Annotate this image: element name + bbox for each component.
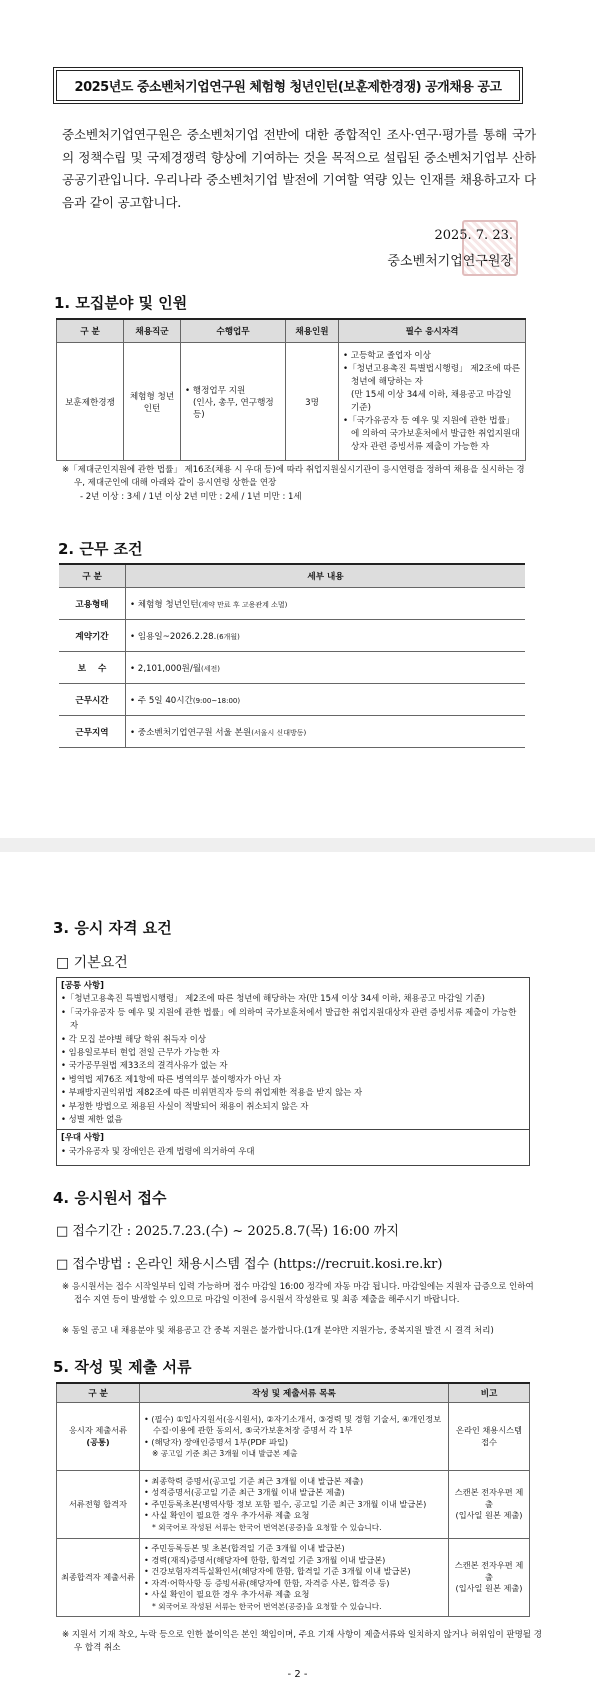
- row-value-text: • 중소벤처기업연구원 서울 본원: [130, 727, 252, 738]
- application-period: □ 접수기간 : 2025.7.23.(수) ~ 2025.8.7(목) 16:00 까지: [56, 1224, 399, 1239]
- page-1: [0, 0, 595, 838]
- page-number: - 2 -: [287, 1669, 308, 1680]
- section-4-heading: 4. 응시원서 접수: [53, 1189, 167, 1207]
- veteran-age-note: - 2년 이상 : 3세 / 1년 이상 2년 미만 : 2세 / 1년 미만 : 1세: [80, 492, 302, 502]
- row-label: 근무지역: [59, 716, 126, 748]
- pref-item: • 국가유공자 및 장애인은 관계 법령에 의거하여 우대: [61, 1145, 255, 1156]
- common-item: • 부패방지권익위법 제82조에 따른 비위면직자 등의 취업제한 적용을 받지 않는 자: [61, 1087, 363, 1098]
- section-5-heading: 5. 작성 및 제출 서류: [53, 1358, 192, 1376]
- docs-note: [449, 1471, 530, 1539]
- docs-item: • 경력(재직)증명서(해당자에 한함, 합격일 기준 3개월 이내 발급본): [144, 1554, 386, 1565]
- th-work-detail: 세부 내용: [126, 564, 526, 588]
- application-note-1: ※ 응시원서는 접수 시작일부터 입력 가능하며 접수 마감일 16:00 정각에 자동 마감 됩니다. 마감일에는 지원자 급증으로 인하여 접수 지연 등이 발생할 수 있으므로 마감일 이전에 응시원서 작성완료 및 최종 제출을 해주시기 바랍니다.: [62, 1282, 534, 1305]
- row-value-text: • 2,101,000원/월: [130, 663, 202, 674]
- duty-text: • 행정업무 지원: [185, 385, 246, 396]
- application-method: □ 접수방법 : 온라인 채용시스템 접수 (https://recruit.kosi.re.kr): [56, 1257, 443, 1272]
- docs-item-note: * 외국어로 작성된 서류는 한국어 번역본(공증)을 요청할 수 있습니다.: [152, 1601, 382, 1611]
- veteran-note: ※「제대군인지원에 관한 법률」 제16조(채용 시 우대 등)에 따라 취업지원실시기관이 응시연령을 정하여 채용을 실시하는 경우, 제대군인에 대해 아래와 같이 응시연령 상한을 연장: [62, 465, 525, 488]
- pref-title: [우대 사항]: [61, 1132, 104, 1143]
- docs-note-sub: (입사일 원본 제출): [455, 1583, 523, 1594]
- row-value-small: (계약 만료 후 고용관계 소멸): [198, 600, 288, 609]
- docs-category: 서류전형 합격자: [57, 1471, 140, 1539]
- docs-item: • 건강보험자격득실확인서(해당자에 한함, 합격일 기준 3개월 이내 발급본): [144, 1566, 411, 1576]
- cell-duty: [181, 343, 286, 461]
- req-item-sub: (만 15세 이상 34세 이하, 채용공고 마감일 기준): [351, 389, 512, 413]
- row-label: 고용형태: [59, 588, 126, 620]
- docs-item: • 주민등록초본(병역사항 정보 포함 필수, 공고일 기준 최근 3개월 이내 발급본): [144, 1498, 427, 1509]
- recruit-table: [56, 318, 526, 461]
- docs-item: • (해당자) 장애인증명서 1부(PDF 파일): [144, 1436, 289, 1447]
- cell-requirements: [339, 343, 526, 461]
- th-docs-list: 작성 및 제출서류 목록: [140, 1383, 449, 1403]
- docs-list: [140, 1471, 449, 1539]
- docs-item: • 성적증명서(공고일 기준 최근 3개월 이내 발급본 제출): [144, 1487, 345, 1498]
- divider: [57, 1129, 529, 1130]
- docs-note: [449, 1539, 530, 1617]
- docs-list: [140, 1403, 449, 1471]
- th-docs-note: 비고: [449, 1383, 530, 1403]
- work-conditions-table: [59, 563, 525, 748]
- common-item: • 국가공무원법 제33조의 결격사유가 없는 자: [61, 1060, 228, 1071]
- docs-item: • 사실 확인이 필요한 경우 추가서류 제출 요청: [144, 1589, 310, 1599]
- docs-note-sub: (입사일 원본 제출): [455, 1510, 523, 1521]
- docs-item: • (필수) ①입사지원서(응시원서), ②자기소개서, ③경력 및 경험 기술서, ④개인정보 수집·이용에 관한 동의서, ⑤국가보훈처장 증명서 각 1부: [144, 1413, 442, 1435]
- docs-category-sub: (공통): [86, 1436, 110, 1447]
- row-value: [126, 652, 526, 684]
- docs-item: • 최종학력 증명서(공고일 기준 최근 3개월 이내 발급본 제출): [144, 1475, 364, 1486]
- cell-count: 3명: [286, 343, 339, 461]
- req-item: • 고등학교 졸업자 이상: [343, 350, 431, 361]
- docs-category: [57, 1403, 140, 1471]
- row-value: [126, 684, 526, 716]
- basic-requirements-heading: □ 기본요건: [56, 955, 128, 971]
- qualification-box: [56, 977, 530, 1166]
- application-note-2: ※ 동일 공고 내 채용분야 및 채용공고 간 중복 지원은 불가합니다.(1개 분야만 지원가능, 중복지원 발견 시 결격 처리): [62, 1326, 494, 1336]
- row-value-text: • 주 5일 40시간: [130, 695, 193, 706]
- docs-item: • 주민등록등본 및 초본(합격일 기준 3개월 이내 발급본): [144, 1543, 345, 1553]
- row-value-text: • 체험형 청년인턴: [130, 599, 199, 610]
- section-2-heading: 2. 근무 조건: [58, 540, 143, 558]
- row-value-text: • 임용일~2026.2.28.: [130, 631, 217, 642]
- docs-note: 온라인 채용시스템 접수: [449, 1403, 530, 1471]
- th-requirements: 필수 응시자격: [339, 319, 526, 343]
- docs-item: • 사실 확인이 필요한 경우 추가서류 제출 요청: [144, 1510, 310, 1521]
- notice-title: 2025년도 중소벤처기업연구원 체험형 청년인턴(보훈제한경쟁) 공개채용 공고: [56, 70, 520, 101]
- row-value: [126, 716, 526, 748]
- docs-category: 최종합격자 제출서류: [57, 1539, 140, 1617]
- row-value-small: (서울시 신대방동): [251, 728, 307, 737]
- req-item: •「청년고용촉진 특별법시행령」 제2조에 따른 청년에 해당하는 자: [343, 363, 521, 387]
- th-category: 구 분: [57, 319, 124, 343]
- section-1-heading: 1. 모집분야 및 인원: [54, 294, 188, 312]
- common-item: •「청년고용촉진 특별법시행령」 제2조에 따른 청년에 해당하는 자(만 15세 이상 34세 이하, 채용공고 마감일 기준): [61, 993, 485, 1004]
- th-count: 채용인원: [286, 319, 339, 343]
- row-label: 보 수: [59, 652, 126, 684]
- row-value: [126, 620, 526, 652]
- documents-footnote: ※ 지원서 기재 착오, 누락 등으로 인한 불이익은 본인 책임이며, 주요 기재 사항이 제출서류와 일치하지 않거나 허위임이 판명될 경우 합격 취소: [62, 1630, 542, 1653]
- row-value-small: (6개월): [216, 632, 240, 641]
- common-item: • 부정한 방법으로 채용된 사실이 적발되어 채용이 취소되지 않은 자: [61, 1100, 309, 1111]
- docs-list: [140, 1539, 449, 1617]
- row-value: [126, 588, 526, 620]
- documents-table: [56, 1382, 530, 1617]
- section-3-heading: 3. 응시 자격 요건: [53, 919, 172, 937]
- row-value-small: (세전): [201, 664, 221, 673]
- common-item: • 임용일로부터 현업 전일 근무가 가능한 자: [61, 1047, 220, 1058]
- th-work-category: 구 분: [59, 564, 126, 588]
- th-docs-category: 구 분: [57, 1383, 140, 1403]
- duty-sub: (인사, 총무, 연구행정 등): [193, 397, 274, 420]
- issuer-name: 중소벤처기업연구원장: [387, 254, 513, 269]
- cell-category: 보훈제한경쟁: [57, 343, 124, 461]
- docs-category-label: 응시자 제출서류: [69, 1425, 127, 1435]
- docs-item-note: ※ 공고일 기준 최근 3개월 이내 발급본 제출: [152, 1449, 298, 1458]
- common-title: [공통 사항]: [61, 980, 104, 990]
- intro-paragraph: 중소벤처기업연구원은 중소벤처기업 전반에 대한 종합적인 조사·연구·평가를 통해 국가의 정책수립 및 국제경쟁력 향상에 기여하는 것을 목적으로 설립된 중소벤처기업부 산하 공공기관입니다. 우리나라 중소벤처기업 발전에 기여할 역량 있는 인재를 채용하고자 다음과 같이 공고합니다.: [62, 127, 536, 210]
- docs-note-main: 스캔본 전자우편 제출: [454, 1560, 524, 1582]
- common-item: • 각 모집 분야별 해당 학위 취득자 이상: [61, 1033, 206, 1044]
- common-item: • 성별 제한 없음: [61, 1114, 123, 1125]
- row-value-small: (9:00~18:00): [192, 696, 241, 705]
- docs-note-main: 스캔본 전자우편 제출: [454, 1487, 524, 1509]
- row-label: 계약기간: [59, 620, 126, 652]
- common-item: • 병역법 제76조 제1항에 따른 병역의무 불이행자가 아닌 자: [61, 1073, 282, 1084]
- common-item: •「국가유공자 등 예우 및 지원에 관한 법률」에 의하여 국가보훈처에서 발급한 취업지원대상자 관련 증빙서류 제출이 가능한 자: [61, 1006, 517, 1031]
- docs-item-note: * 외국어로 작성된 서류는 한국어 번역본(공증)을 요청할 수 있습니다.: [152, 1522, 382, 1532]
- docs-item: • 자격·어학사항 등 증빙서류(해당자에 한함, 자격증 사본, 합격증 등): [144, 1577, 390, 1588]
- req-item: •「국가유공자 등 예우 및 지원에 관한 법률」에 의하여 국가보훈처에서 발급한 취업지원대상자 관련 증빙서류 제출이 가능한 자: [343, 415, 520, 452]
- row-label: 근무시간: [59, 684, 126, 716]
- th-duty: 수행업무: [181, 319, 286, 343]
- notice-date: 2025. 7. 23.: [434, 228, 513, 243]
- th-job-group: 채용직군: [124, 319, 181, 343]
- cell-job-group: 체험형 청년인턴: [124, 343, 181, 461]
